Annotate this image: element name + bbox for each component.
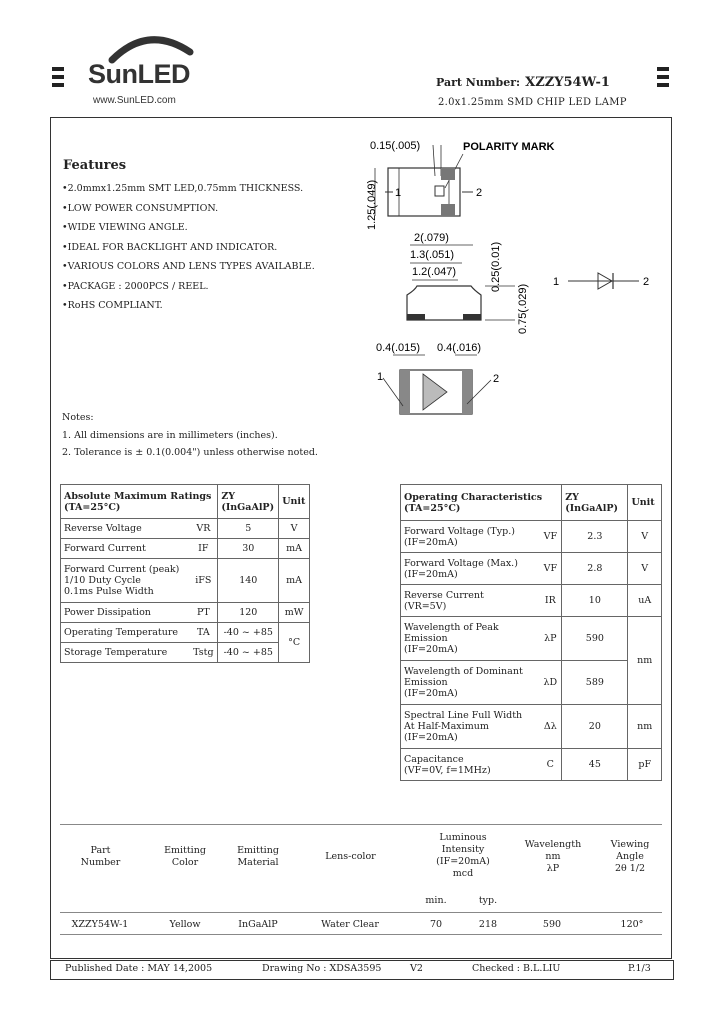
footer-drawing-no: Drawing No : XDSA3595 <box>262 963 382 974</box>
part-number-label: Part Number: <box>436 76 521 89</box>
table-row: Spectral Line Full Width At Half-Maximum (IF=20mA) Δλ 20 nm <box>401 705 662 749</box>
table-row: Reverse Current (VR=5V) IR 10 uA <box>401 585 662 617</box>
cell-wavelength: 590 <box>542 919 562 930</box>
top-pin2-label: 2 <box>476 187 483 199</box>
table-row: Forward Voltage (Max.) (IF=20mA) VF 2.8 V <box>401 553 662 585</box>
product-subtitle: 2.0x1.25mm SMD CHIP LED LAMP <box>438 97 627 108</box>
feature-item: •RoHS COMPLIANT. <box>62 300 163 311</box>
selection-bottom-rule <box>60 934 662 935</box>
operating-characteristics-table <box>400 484 662 781</box>
cell-typ: 218 <box>478 919 498 930</box>
feature-item: •2.0mmx1.25mm SMT LED,0.75mm THICKNESS. <box>62 183 304 194</box>
notes-block <box>62 409 318 462</box>
dim-height-label: 1.25(.049) <box>366 179 378 230</box>
col-header-material: Emitting Material <box>237 845 279 868</box>
table-row: Capacitance (VF=0V, f=1MHz) C 45 pF <box>401 749 662 781</box>
feature-item: •PACKAGE : 2000PCS / REEL. <box>62 280 209 292</box>
features-title: Features <box>63 158 127 173</box>
symbol-pin2: 2 <box>643 276 650 288</box>
cell-material: InGaAlP <box>238 919 278 930</box>
logo-text: SunLED <box>88 59 190 89</box>
op-header-unit: Unit <box>628 485 662 521</box>
dim-0-4b-label: 0.4(.016) <box>437 342 482 354</box>
footer-page: P.1/3 <box>628 963 651 974</box>
bottom-pin1-label: 1 <box>377 371 384 383</box>
table-row: Forward Current (peak) 1/10 Duty Cycle 0.1ms Pulse Width iFS 140 mA <box>61 559 310 603</box>
polarity-mark-label: POLARITY MARK <box>463 141 555 153</box>
bottom-pin2-label: 2 <box>493 373 500 385</box>
symbol-pin1: 1 <box>553 276 560 288</box>
col-header-wavelength: Wavelength nm λP <box>524 839 582 874</box>
note-item: 1. All dimensions are in millimeters (inches). <box>62 429 278 441</box>
col-header-angle: Viewing Angle 2θ 1/2 <box>610 839 650 874</box>
table-row: Power Dissipation PT 120 mW <box>61 603 310 623</box>
notes-title: Notes: <box>62 412 94 423</box>
col-header-min: min. <box>425 895 447 906</box>
top-pin1-label: 1 <box>395 187 402 199</box>
features-list <box>62 179 315 316</box>
cell-min: 70 <box>429 919 443 930</box>
footer-published: Published Date : MAY 14,2005 <box>65 963 213 974</box>
abs-header-unit: Unit <box>279 485 310 519</box>
cell-part: XZZY54W-1 <box>71 919 129 930</box>
note-item: 2. Tolerance is ± 0.1(0.004") unless otherwise noted. <box>62 447 318 458</box>
col-header-color: Emitting Color <box>164 845 206 868</box>
feature-item: •VARIOUS COLORS AND LENS TYPES AVAILABLE. <box>62 261 315 272</box>
selection-mid-rule <box>60 912 662 913</box>
op-header-value: ZY (InGaAlP) <box>562 485 628 521</box>
dim-1-2-label: 1.2(.047) <box>412 266 457 278</box>
abs-header-value: ZY (InGaAlP) <box>218 485 279 519</box>
dim-0-75-label: 0.75(.029) <box>517 283 529 334</box>
dim-top-label: 0.15(.005) <box>370 140 421 152</box>
table-row: Reverse Voltage VR 5 V <box>61 519 310 539</box>
dim-0-25-label: 0.25(0.01) <box>490 241 502 292</box>
footer-version: V2 <box>410 963 423 974</box>
table-row: Forward Current IF 30 mA <box>61 539 310 559</box>
op-header-param: Operating Characteristics (TA=25°C) <box>401 485 562 521</box>
dim-0-4a-label: 0.4(.015) <box>376 342 421 354</box>
website-url: www.SunLED.com <box>93 95 176 106</box>
table-row: Forward Voltage (Typ.) (IF=20mA) VF 2.3 V <box>401 521 662 553</box>
dim-1-3-label: 1.3(.051) <box>410 249 455 261</box>
cell-lens: Water Clear <box>321 919 379 930</box>
absolute-maximum-ratings-table <box>60 484 310 663</box>
table-row: Wavelength of Peak Emission (IF=20mA) λP 590 nm <box>401 617 662 661</box>
col-header-intensity: Luminous Intensity (IF=20mA) mcd <box>436 832 490 879</box>
table-row: Wavelength of Dominant Emission (IF=20mA) λD 589 <box>401 661 662 705</box>
package-drawing <box>355 130 675 420</box>
cell-color: Yellow <box>169 919 201 930</box>
abs-header-param: Absolute Maximum Ratings (TA=25°C) <box>61 485 218 519</box>
feature-item: •LOW POWER CONSUMPTION. <box>62 202 219 214</box>
selection-top-rule <box>60 824 662 825</box>
col-header-part: Part Number <box>80 845 121 868</box>
feature-item: •WIDE VIEWING ANGLE. <box>62 222 188 233</box>
cell-angle: 120° <box>620 919 644 930</box>
col-header-typ: typ. <box>478 895 498 906</box>
table-row: Operating Temperature TA -40 ~ +85 °C <box>61 623 310 643</box>
footer-checked: Checked : B.L.LIU <box>472 963 561 974</box>
dim-width-label: 2(.079) <box>414 232 449 244</box>
diode-symbol-icon <box>553 273 649 289</box>
part-number-header <box>436 71 610 90</box>
feature-item: •IDEAL FOR BACKLIGHT AND INDICATOR. <box>62 241 278 253</box>
part-number-value: XZZY54W-1 <box>525 75 610 90</box>
table-row: Storage Temperature Tstg -40 ~ +85 <box>61 643 310 663</box>
col-header-lens: Lens-color <box>325 851 376 862</box>
